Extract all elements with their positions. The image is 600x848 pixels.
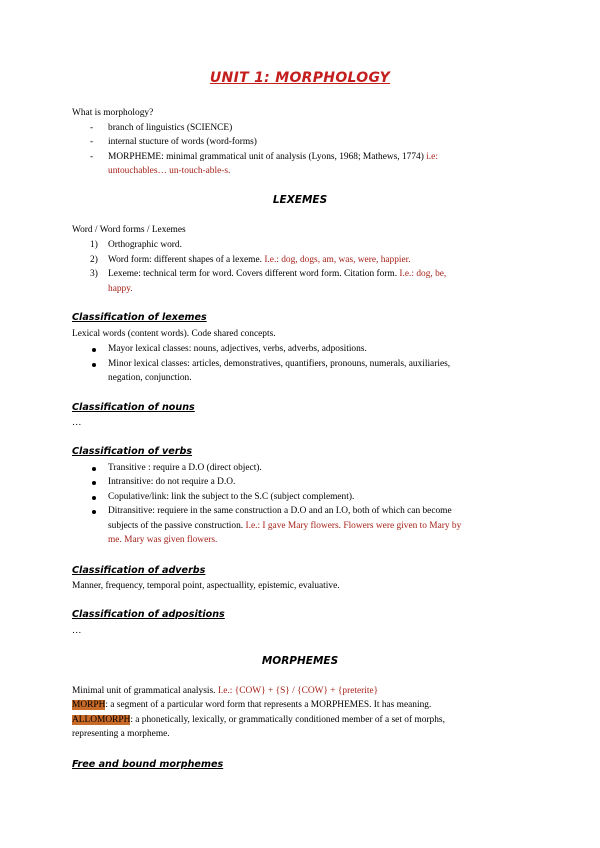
list-number: 2) — [90, 255, 98, 265]
allomorph-term: ALLOMORPH — [72, 715, 131, 725]
verbs-bullet-4-line3: me. Mary was given flowers. — [108, 535, 218, 545]
bullet-marker — [92, 510, 96, 514]
lexemes-heading: LEXEMES — [272, 194, 328, 206]
lexemes-item-2 — [108, 254, 411, 267]
classification-adverbs-body: Manner, frequency, temporal point, aspectuallity, epistemic, evaluative. — [72, 581, 340, 591]
lexemes-item-2-example: I.e.: dog, dogs, am, was, were, happier. — [264, 255, 411, 265]
lexemes-bullet-1: Mayor lexical classes: nouns, adjectives, verbs, adverbs, adpositions. — [108, 344, 367, 354]
lexemes-item-3 — [108, 268, 446, 281]
classification-adverbs-heading: Classification of adverbs — [72, 565, 206, 576]
verbs-bullet-4-text: subjects of the passive construction. — [108, 521, 244, 531]
page-title: UNIT 1: MORPHOLOGY — [209, 70, 391, 86]
intro-question: What is morphology? — [72, 108, 154, 118]
classification-verbs-heading: Classification of verbs — [72, 446, 193, 457]
classification-lexemes-heading: Classification of lexemes — [72, 312, 207, 323]
bullet-marker — [92, 363, 96, 367]
allomorph-def-text: : a phonetically, lexically, or grammatically conditioned member of a set of morphs, — [130, 715, 445, 725]
classification-nouns-body: … — [72, 418, 82, 428]
list-number: 1) — [90, 240, 98, 250]
allomorph-definition-line2: representing a morpheme. — [72, 729, 170, 739]
lexemes-item-3-text: Lexeme: technical term for word. Covers different word form. Citation form. — [108, 269, 398, 279]
lexemes-bullet-2: Minor lexical classes: articles, demonstratives, quantifiers, pronouns, numerals, auxiliaries, — [108, 359, 451, 369]
morphemes-heading: MORPHEMES — [261, 655, 339, 667]
lexemes-item-1: Orthographic word. — [108, 240, 182, 250]
dash-marker: - — [90, 123, 94, 133]
dash-marker: - — [90, 137, 94, 147]
morphemes-lead — [72, 685, 378, 698]
verbs-bullet-4: Ditransitive: requiere in the same construction a D.O and an I.O, both of which can become — [108, 506, 452, 516]
morphemes-lead-text: Minimal unit of grammatical analysis. — [72, 686, 216, 696]
dash-marker: - — [90, 152, 94, 162]
intro-item-3-example: i.e: — [426, 152, 438, 162]
bullet-marker — [92, 467, 96, 471]
intro-item-3 — [108, 151, 438, 164]
classification-adpositions-heading: Classification of adpositions — [72, 609, 225, 620]
classification-nouns-heading: Classification of nouns — [72, 402, 195, 413]
morphemes-lead-example: I.e.: {COW} + {S} / {COW} + {preterite} — [217, 686, 379, 696]
verbs-bullet-1: Transitive : require a D.O (direct object). — [108, 463, 262, 473]
bullet-marker — [92, 496, 96, 500]
lexemes-item-3-line2: happy. — [108, 284, 133, 294]
verbs-bullet-3: Copulative/link: link the subject to the S.C (subject complement). — [108, 492, 355, 502]
morph-term: MORPH — [72, 700, 106, 710]
lexemes-lead: Word / Word forms / Lexemes — [72, 225, 186, 235]
free-bound-heading: Free and bound morphemes — [72, 759, 224, 770]
intro-item-2: internal stucture of words (word-forms) — [108, 137, 257, 147]
intro-item-1: branch of linguistics (SCIENCE) — [108, 123, 233, 133]
morph-def-text: : a segment of a particular word form that represents a MORPHEMES. It has meaning. — [105, 700, 432, 710]
intro-item-3-example-line2: untouchables… un-touch-able-s. — [108, 166, 231, 176]
lexemes-item-3-example: I.e.: dog, be, — [399, 269, 447, 279]
lexemes-item-2-text: Word form: different shapes of a lexeme. — [108, 255, 262, 265]
classification-adpositions-body: … — [72, 626, 82, 636]
verbs-bullet-4-line2 — [108, 520, 461, 533]
morph-definition — [72, 699, 431, 712]
list-number: 3) — [90, 269, 98, 279]
allomorph-definition — [72, 714, 445, 727]
intro-item-3-text: MORPHEME: minimal grammatical unit of analysis (Lyons, 1968; Mathews, 1774) — [108, 152, 424, 162]
bullet-marker — [92, 481, 96, 485]
classification-lexemes-lead: Lexical words (content words). Code shared concepts. — [72, 329, 276, 339]
verbs-bullet-4-example: I.e.: I gave Mary flowers. Flowers were given to Mary by — [245, 521, 462, 531]
lexemes-bullet-2-line2: negation, conjunction. — [108, 373, 192, 383]
verbs-bullet-2: Intransitive: do not require a D.O. — [108, 477, 236, 487]
bullet-marker — [92, 348, 96, 352]
